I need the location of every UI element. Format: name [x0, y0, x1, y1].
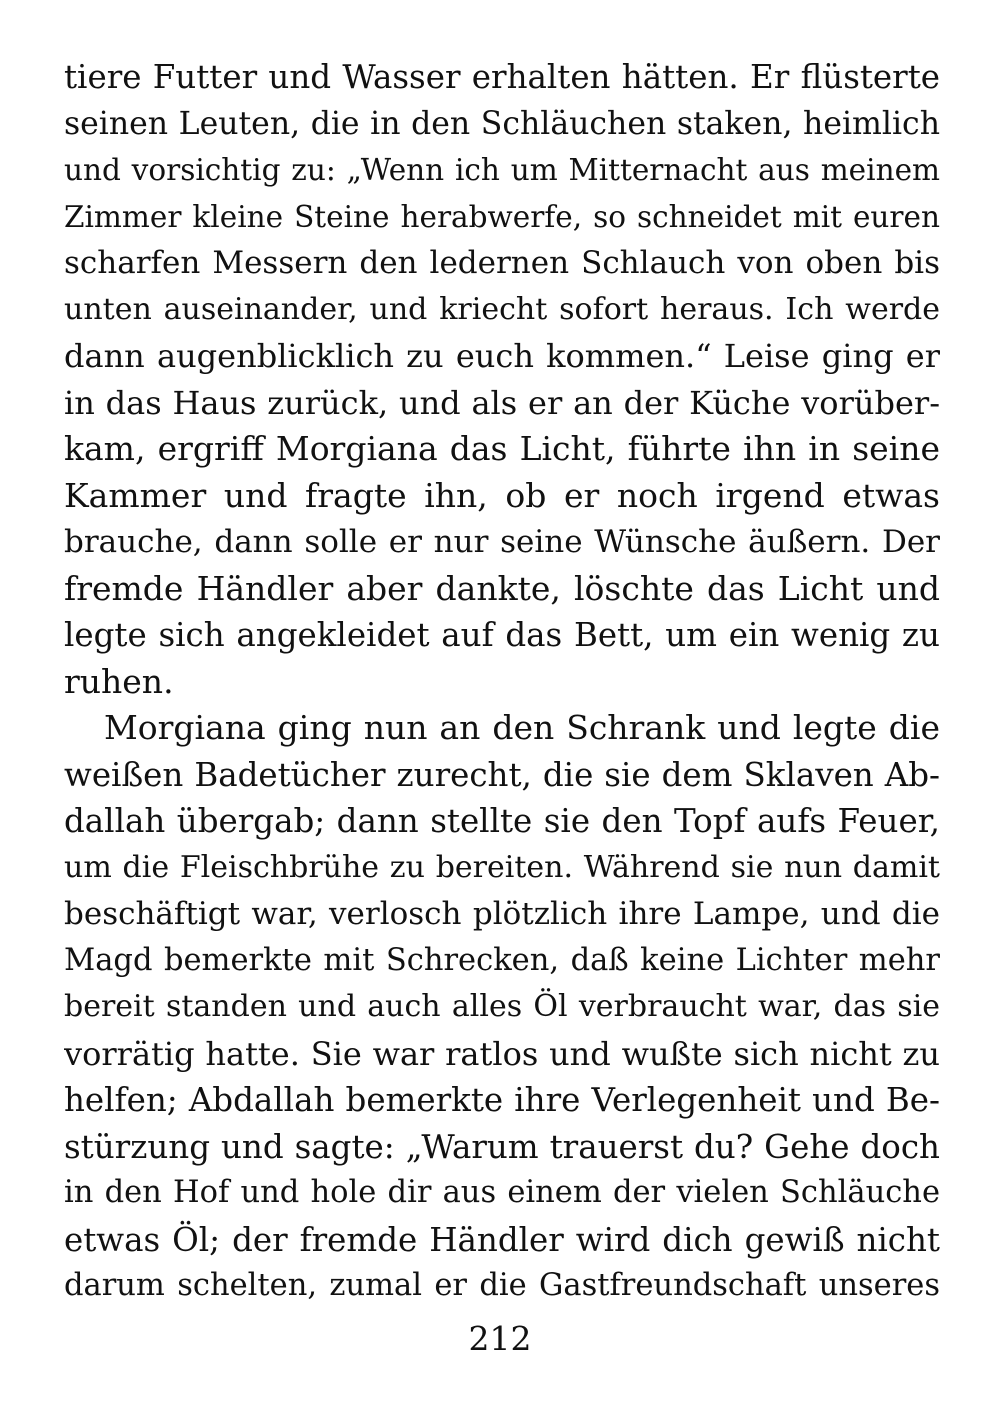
paragraph-start-line: Morgiana ging nun an den Schrank und legte die	[104, 708, 940, 747]
page-number: 212	[468, 1319, 532, 1358]
text-line: weißen Badetücher zurecht, die sie dem Sklaven Ab-	[64, 755, 940, 794]
paragraph-end-line: ruhen.	[64, 661, 174, 701]
text-line: fremde Händler aber dankte, löschte das Licht und	[64, 568, 940, 608]
text-line: vorrätig hatte. Sie war ratlos und wußte sich nicht zu	[64, 1034, 940, 1073]
text-line: darum schelten, zumal er die Gastfreundschaft unseres	[64, 1268, 940, 1303]
text-line: unten auseinander, und kriecht sofort heraus. Ich werde	[64, 291, 940, 327]
text-line: beschäftigt war, verlosch plötzlich ihre Lampe, und die	[64, 896, 940, 932]
text-line: bereit standen und auch alles Öl verbraucht war, das sie	[64, 989, 940, 1024]
text-line: Zimmer kleine Steine herabwerfe, so schneidet mit euren	[64, 199, 940, 234]
text-line: tiere Futter und Wasser erhalten hätten. Er flüsterte	[64, 58, 940, 96]
text-line: etwas Öl; der fremde Händler wird dich gewiß nicht	[64, 1220, 940, 1259]
text-line: stürzung und sagte: „Warum trauerst du? Gehe doch	[64, 1127, 940, 1166]
text-line: um die Fleischbrühe zu bereiten. Während sie nun damit	[64, 849, 940, 885]
text-line: brauche, dann solle er nur seine Wünsche äußern. Der	[64, 524, 940, 560]
text-line: dallah übergab; dann stellte sie den Topf aufs Feuer,	[64, 802, 940, 840]
text-line: Kammer und fragte ihn, ob er noch irgend etwas	[64, 475, 940, 515]
text-line: in den Hof und hole dir aus einem der vielen Schläuche	[64, 1175, 940, 1210]
text-line: scharfen Messern den ledernen Schlauch von oben bis	[64, 245, 940, 281]
body-text	[64, 54, 940, 1310]
text-line: seinen Leuten, die in den Schläuchen staken, heimlich	[64, 105, 940, 142]
text-line: dann augenblicklich zu euch kommen.“ Leise ging er	[64, 337, 940, 375]
text-line: helfen; Abdallah bemerkte ihre Verlegenheit und Be-	[64, 1081, 940, 1119]
text-line: kam, ergriff Morgiana das Licht, führte ihn in seine	[64, 429, 940, 468]
text-line: Magd bemerkte mit Schrecken, daß keine Lichter mehr	[64, 942, 940, 978]
text-line: legte sich angekleidet auf das Bett, um ein wenig zu	[64, 616, 940, 654]
text-line: in das Haus zurück, und als er an der Küche vorüber-	[64, 383, 940, 422]
text-line: und vorsichtig zu: „Wenn ich um Mitternacht aus meinem	[64, 153, 940, 187]
